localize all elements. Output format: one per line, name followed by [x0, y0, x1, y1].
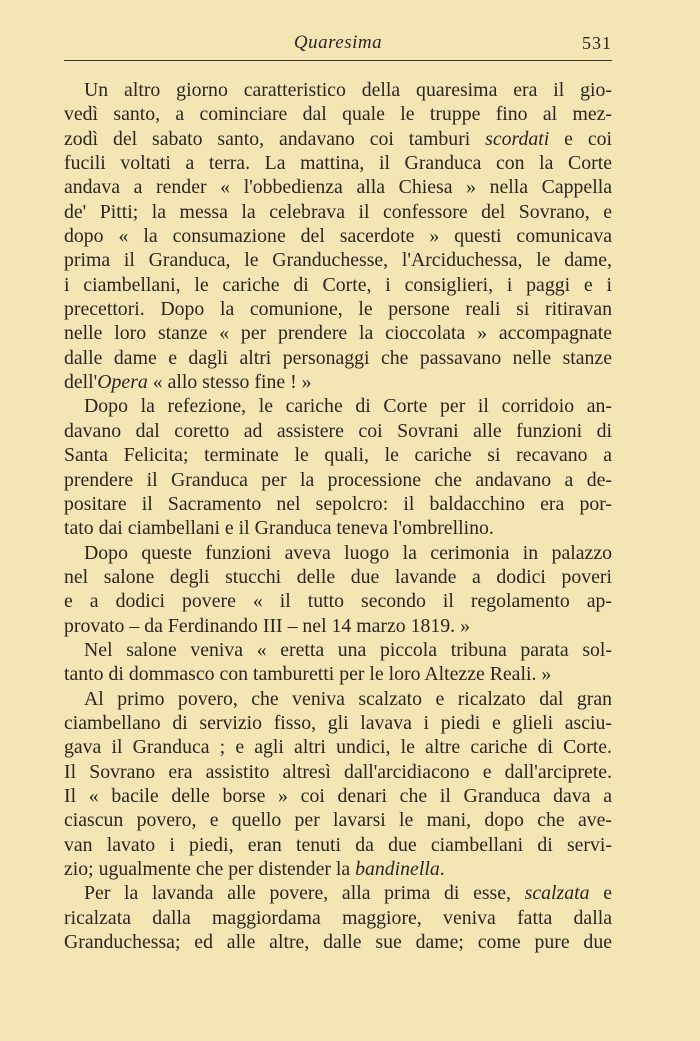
italic-text: bandinella [355, 858, 440, 880]
page-header [64, 30, 612, 61]
text-line: ricalzata dalla maggiordama maggiore, veniva fatta dalla [64, 906, 612, 929]
text-line: Granduchessa; ed alle altre, dalle sue dame; come pure due [64, 931, 612, 954]
text-line: Dopo queste funzioni aveva luogo la cerimonia in palazzo [84, 541, 612, 564]
text-line: positare il Sacramento nel sepolcro: il baldacchino era por- [64, 492, 612, 515]
italic-text: Opera [97, 371, 148, 394]
page-number: 531 [582, 33, 612, 53]
text-line: Un altro giorno caratteristico della quaresima era il gio- [84, 79, 612, 101]
text-line: ciascun povero, e quello per lavarsi le mani, dopo che ave- [64, 809, 612, 832]
text-line: dopo « la consumazione del sacerdote » questi comunicava [64, 225, 612, 248]
text-line: nel salone degli stucchi delle due lavande a dodici poveri [64, 565, 612, 588]
text-line: Il Sovrano era assistito altresì dall'arcidiacono e dall'arciprete. [64, 760, 612, 783]
text-line: de' Pitti; la messa la celebrava il confessore del Sovrano, e [64, 200, 612, 223]
body-text [64, 78, 612, 954]
text-line: davano dal coretto ad assistere coi Sovrani alle funzioni di [64, 419, 612, 442]
text-line: nelle loro stanze « per prendere la cioccolata » accompagnate [64, 322, 612, 345]
text-line: dell'Opera « allo stesso fine ! » [64, 371, 312, 394]
text-line: prima il Granduca, le Granduchesse, l'Arciduchessa, le dame, [64, 249, 612, 272]
text-line: precettori. Dopo la comunione, le persone reali si ritiravan [64, 298, 612, 321]
text-line: Il « bacile delle borse » coi denari che il Granduca dava a [64, 784, 612, 807]
italic-text: scalzata [524, 882, 590, 905]
text-line: i ciambellani, le cariche di Corte, i consiglieri, i paggi e i [64, 273, 612, 296]
running-title: Quaresima [293, 32, 383, 53]
text-line: van lavato i piedi, eran tenuti da due ciambellani di servi- [64, 833, 612, 856]
text-line: gava il Granduca ; e agli altri undici, le altre cariche di Corte. [64, 736, 612, 759]
text-line: Per la lavanda alle povere, alla prima di esse, scalzata e [84, 882, 612, 905]
text-line: tato dai ciambellani e il Granduca teneva l'ombrellino. [64, 517, 494, 540]
text-line: e a dodici povere « il tutto secondo il regolamento ap- [64, 590, 612, 613]
text-line: Al primo povero, che veniva scalzato e ricalzato dal gran [84, 687, 612, 710]
text-line: zio; ugualmente che per distender la bandinella. [64, 858, 445, 880]
text-line: tanto di dommasco con tamburetti per le loro Altezze Reali. » [64, 663, 552, 686]
text-line: zodì del sabato santo, andavano coi tamburi scordati e coi [64, 127, 613, 150]
italic-text: scordati [485, 127, 550, 150]
text-line: prendere il Granduca per la processione che andavano a de- [64, 468, 612, 491]
text-line: Santa Felicita; terminate le quali, le cariche si recavano a [64, 444, 612, 467]
text-line: provato – da Ferdinando III – nel 14 marzo 1819. » [64, 614, 470, 637]
text-line: fucili voltati a terra. La mattina, il Granduca con la Corte [64, 152, 612, 175]
text-line: andava a render « l'obbedienza alla Chiesa » nella Cappella [64, 176, 612, 199]
text-line: Nel salone veniva « eretta una piccola tribuna parata sol- [84, 638, 612, 661]
text-line: ciambellano di servizio fisso, gli lavava i piedi e glieli asciu- [64, 711, 612, 734]
text-line: vedì santo, a cominciare dal quale le truppe fino al mez- [64, 103, 612, 126]
text-line: Dopo la refezione, le cariche di Corte per il corridoio an- [84, 395, 612, 418]
text-line: dalle dame e dagli altri personaggi che passavano nelle stanze [64, 346, 612, 369]
